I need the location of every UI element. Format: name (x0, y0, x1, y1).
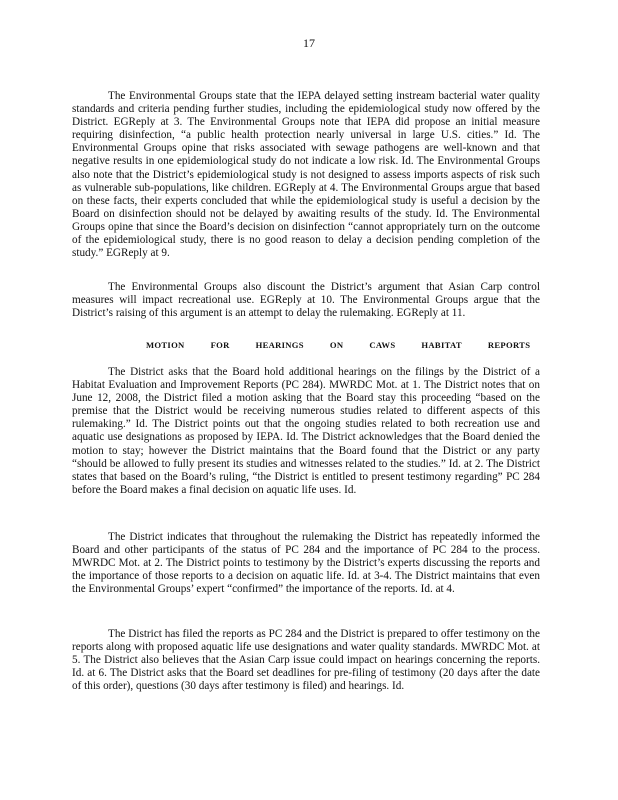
paragraph-district-filed: The District has filed the reports as PC 284 and the District is prepared to offer testimony on the reports along with proposed aquatic life use designations and water quality standards. MWRDC Mot. at 5. The District also believes that the Asian Carp issue could impact on hearings concerning the reports. Id. at 6. The District asks that the Board set deadlines for pre-filing of testimony (20 days after the date of this order), questions (30 days after testimony is filed) and hearings. Id. (72, 628, 540, 693)
page-number: 17 (303, 36, 315, 50)
heading-word: MOTION (146, 340, 185, 350)
paragraph-egreply-bacterial: The Environmental Groups state that the IEPA delayed setting instream bacterial water quality standards and criteria pending further studies, including the epidemiological study now offered by the District. EGReply at 3. The Environmental Groups note that IEPA did propose an initial measure requiring disinfection, “a public health protection nearly universal in large U.S. cities.” Id. The Environmental Groups opine that risks associated with sewage pathogens are well-known and that negative results in one epidemiological study do not indicate a low risk. Id. The Environmental Groups also note that the District’s epidemiological study is not designed to assess imports aspects of risk such as vulnerable sub-populations, like children. EGReply at 4. The Environmental Groups argue that based on these facts, their experts concluded that while the epidemiological study is useful a decision by the Board on disinfection should not be delayed by awaiting results of the study. Id. The Environmental Groups opine that since the Board’s decision on disinfection “cannot appropriately turn on the outcome of the epidemiological study, there is no good reason to delay a decision pending completion of the study.” EGReply at 9. (72, 90, 540, 260)
paragraph-asian-carp: The Environmental Groups also discount the District’s argument that Asian Carp control measures will impact recreational use. EGReply at 10. The Environmental Groups argue that the District’s raising of this argument is an attempt to delay the rulemaking. EGReply at 11. (72, 281, 540, 320)
heading-word: CAWS (369, 340, 396, 350)
heading-word: FOR (210, 340, 230, 350)
heading-word: HABITAT (421, 340, 462, 350)
section-heading (146, 340, 531, 351)
paragraph-district-motion: The District asks that the Board hold additional hearings on the filings by the District of a Habitat Evaluation and Improvement Reports (PC 284). MWRDC Mot. at 1. The District notes that on June 12, 2008, the District filed a motion asking that the Board stay this proceeding “based on the premise that the District would be receiving numerous studies related to different aspects of this rulemaking.” Id. The District points out that the ongoing studies related to both recreation use and aquatic use designations as proposed by IEPA. Id. The District acknowledges that the Board denied the motion to stay; however the District maintains that the Board found that the District or any party “should be allowed to fully present its studies and witnesses related to the studies.” Id. at 2. The District states that based on the Board’s ruling, “the District is entitled to present testimony regarding” PC 284 before the Board makes a final decision on aquatic life uses. Id. (72, 366, 540, 496)
heading-word: REPORTS (487, 340, 531, 350)
paragraph-district-indicates: The District indicates that throughout the rulemaking the District has repeatedly informed the Board and other participants of the status of PC 284 and the importance of PC 284 to the process. MWRDC Mot. at 2. The District points to testimony by the District’s experts discussing the reports and the importance of those reports to a decision on aquatic life. Id. at 3-4. The District maintains that even the Environmental Groups’ expert “confirmed” the importance of the reports. Id. at 4. (72, 531, 540, 596)
heading-word: HEARINGS (255, 340, 304, 350)
heading-word: ON (329, 340, 344, 350)
